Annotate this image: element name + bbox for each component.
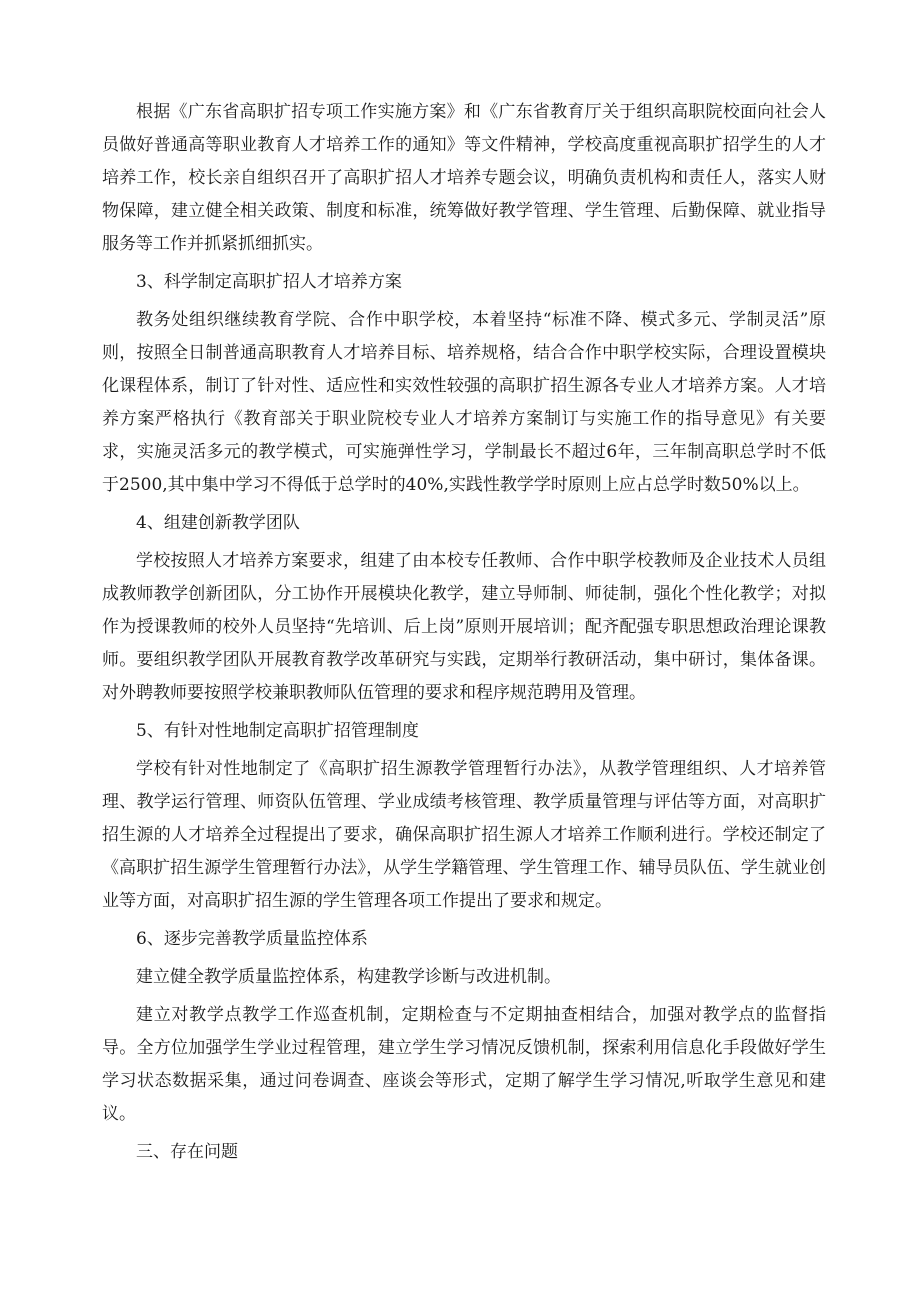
paragraph-management-rules: 学校有针对性地制定了《高职扩招生源教学管理暂行办法》，从教学管理组织、人才培养管理、教学运行管理、师资队伍管理、学业成绩考核管理、教学质量管理与评估等方面，对高职扩招生源的人才培养全过程提出了要求，确保高职扩招生源人才培养工作顺利进行。学校还制定了《高职扩招生源学生管理暂行办法》，从学生学籍管理、学生管理工作、辅导员队伍、学生就业创业等方面，对高职扩招生源的学生管理各项工作提出了要求和规定。	[102, 759, 826, 911]
document-body	[102, 96, 826, 1174]
paragraph-intro: 根据《广东省高职扩招专项工作实施方案》和《广东省教育厅关于组织高职院校面向社会人员做好普通高等职业教育人才培养工作的通知》等文件精神，学校高度重视高职扩招学生的人才培养工作，校长亲自组织召开了高职扩招人才培养专题会议，明确负责机构和责任人，落实人财物保障，建立健全相关政策、制度和标准，统筹做好教学管理、学生管理、后勤保障、就业指导服务等工作并抓紧抓细抓实。	[102, 102, 826, 254]
paragraph-teaching-team: 学校按照人才培养方案要求，组建了由本校专任教师、合作中职学校教师及企业技术人员组成教师教学创新团队，分工协作开展模块化教学，建立导师制、师徒制，强化个性化教学；对拟作为授课教师的校外人员坚持“先培训、后上岗”原则开展培训；配齐配强专职思想政治理论课教师。要组织教学团队开展教育教学改革研究与实践，定期举行教研活动，集中研讨，集体备课。对外聘教师要按照学校兼职教师队伍管理的要求和程序规范聘用及管理。	[102, 551, 826, 703]
section-heading-5: 5、有针对性地制定高职扩招管理制度	[136, 721, 419, 741]
paragraph-training-plan: 教务处组织继续教育学院、合作中职学校，本着坚持“标准不降、模式多元、学制灵活”原则，按照全日制普通高职教育人才培养目标、培养规格，结合合作中职学校实际，合理设置模块化课程体系，制订了针对性、适应性和实效性较强的高职扩招生源各专业人才培养方案。人才培养方案严格执行《教育部关于职业院校专业人才培养方案制订与实施工作的指导意见》有关要求，实施灵活多元的教学模式，可实施弹性学习，学制最长不超过6年，三年制高职总学时不低于2500,其中集中学习不得低于总学时的40%,实践性教学学时原则上应占总学时数50%以上。	[102, 310, 826, 495]
paragraph-quality-system: 建立健全教学质量监控体系，构建教学诊断与改进机制。	[136, 967, 561, 987]
section-heading-problems: 三、存在问题	[136, 1142, 238, 1162]
section-heading-4: 4、组建创新教学团队	[136, 513, 300, 533]
paragraph-inspection: 建立对教学点教学工作巡查机制，定期检查与不定期抽查相结合，加强对教学点的监督指导。全方位加强学生学业过程管理，建立学生学习情况反馈机制，探索利用信息化手段做好学生学习状态数据采集，通过问卷调查、座谈会等形式，定期了解学生学习情况,听取学生意见和建议。	[102, 1005, 826, 1124]
section-heading-6: 6、逐步完善教学质量监控体系	[136, 929, 368, 949]
section-heading-3: 3、科学制定高职扩招人才培养方案	[136, 272, 402, 292]
